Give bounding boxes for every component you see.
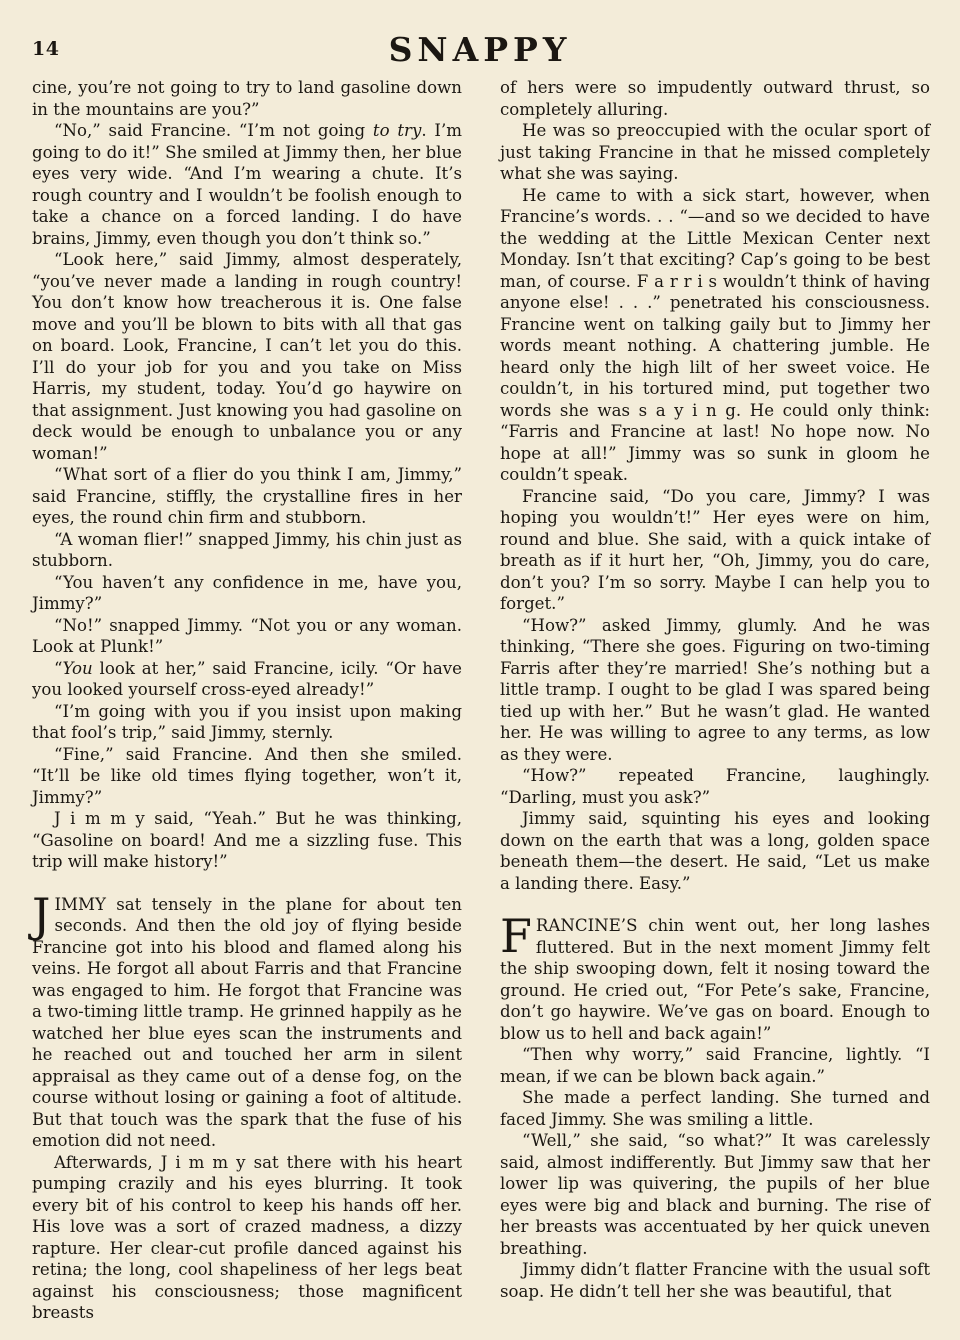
section-paragraph: JIMMY sat tensely in the plane for about ten seconds. And then the old joy of flying beside Francine got into his blood and flamed along his veins. He forgot all about Farris and that Francine was engaged to him. He forgot that Francine was a two-timing little tramp. He grinned happily as he watched her blue eyes scan the instruments and he reached out and touched her arm in silent appraisal as they came out of a dense fog, on the course without losing or gaining a foot of altitude. But that touch was the spark that the fuse of his emotion did not need. (32, 887, 462, 1150)
paragraph: of hers were so impudently outward thrust, so completely alluring. (500, 78, 930, 119)
paragraph: He came to with a sick start, however, when Francine’s words. . . “—and so we decided to have the wedding at the Little Mexican Center next Monday. Isn’t that exciting? Cap’s going to be best man, of course. F a r r i s wouldn’t think of having anyone else! . . .” penetrated his consciousness. Francine went on talking gaily but to Jimmy her words meant nothing. A chattering jumble. He heard only the high lilt of her sweet voice. He couldn’t, in his tortured mind, put together two words she was s a y i n g. He could only think: “Farris and Francine at last! No hope now. No hope at all!” Jimmy was so sunk in gloom he couldn’t speak. (500, 185, 930, 484)
paragraph: “How?” repeated Francine, laughingly. “Darling, must you ask?” (500, 766, 930, 807)
right-column (500, 77, 930, 1302)
paragraph: “I’m going with you if you insist upon making that fool’s trip,” said Jimmy, sternly. (32, 701, 462, 742)
paragraph: Francine said, “Do you care, Jimmy? I was hoping you wouldn’t!” Her eyes were on him, round and blue. She said, with a quick intake of breath as if it hurt her, “Oh, Jimmy, you do care, don’t you? I’m so sorry. Maybe I can help you to forget.” (500, 486, 930, 613)
paragraph: “A woman flier!” snapped Jimmy, his chin just as stubborn. (32, 529, 462, 570)
paragraph: “Well,” she said, “so what?” It was carelessly said, almost indifferently. But Jimmy saw that her lower lip was quivering, the pupils of her blue eyes were big and black and burning. The rise of her breasts was accentuated by her quick uneven breathing. (500, 1131, 930, 1258)
paragraph: Jimmy said, squinting his eyes and looking down on the earth that was a long, golden space beneath them—the desert. He said, “Let us make a landing there. Easy.” (500, 809, 930, 893)
paragraph: He was so preoccupied with the ocular sport of just taking Francine in that he missed completely what she was saying. (500, 121, 930, 183)
paragraph: She made a perfect landing. She turned and faced Jimmy. She was smiling a little. (500, 1088, 930, 1129)
paragraph: Afterwards, J i m m y sat there with his heart pumping crazily and his eyes blurring. It took every bit of his control to keep his hands off her. His love was a sort of crazed madness, a dizzy rapture. Her clear-cut profile danced against his retina; the long, cool shapeliness of her legs beat against his consciousness; those magnificent breasts (32, 1152, 462, 1322)
paragraph: “No,” said Francine. “I’m not going to try. I’m going to do it!” She smiled at Jimmy then, her blue eyes very wide. “And I’m wearing a chute. It’s rough country and I wouldn’t be foolish enough to take a chance on a forced landing. I do have brains, Jimmy, even though you don’t think so.” (32, 121, 462, 248)
drop-cap: J (32, 887, 51, 942)
paragraph: “What sort of a flier do you think I am, Jimmy,” said Francine, stiffly, the crystalline fires in her eyes, the round chin firm and stubborn. (32, 465, 462, 527)
paragraph: J i m m y said, “Yeah.” But he was thinking, “Gasoline on board! And me a sizzling fuse. This trip will make history!” (32, 809, 462, 871)
paragraph: cine, you’re not going to try to land gasoline down in the mountains are you?” (32, 78, 462, 119)
paragraph: “How?” asked Jimmy, glumly. And he was thinking, “There she goes. Figuring on two-timing Farris after they’re married! She’s nothing but a little tramp. I ought to be glad I was spared being tied up with her.” But he wasn’t glad. He wanted her. He was willing to agree to any terms, as low as they were. (500, 615, 930, 764)
running-head: SNAPPY (388, 30, 572, 69)
paragraph: “Look here,” said Jimmy, almost desperately, “you’ve never made a landing in rough country! You don’t know how treacherous it is. One false move and you’ll be blown to bits with all that gas on board. Look, Francine, I can’t let you do this. I’ll do your job for you and you take on Miss Harris, my student, today. You’d go haywire on that assignment. Just knowing you had gasoline on deck would be enough to unbalance you or any woman!” (32, 250, 462, 463)
paragraph: “Fine,” said Francine. And then she smiled. “It’ll be like old times flying together, won’t it, Jimmy?” (32, 744, 462, 807)
paragraph: “You look at her,” said Francine, icily. “Or have you looked yourself cross-eyed already!” (32, 658, 462, 699)
paragraph: “Then why worry,” said Francine, lightly. “I mean, if we can be blown back again.” (500, 1045, 930, 1086)
drop-cap: F (500, 909, 532, 963)
section-paragraph: FRANCINE’S chin went out, her long lashes fluttered. But in the next moment Jimmy felt the ship swooping down, felt it nosing toward the ground. He cried out, “For Pete’s sake, Francine, don’t go haywire. We’ve gas on board. Enough to blow us to hell and back again!” (500, 909, 930, 1043)
page-number: 14 (32, 38, 60, 60)
paragraph: “No!” snapped Jimmy. “Not you or any woman. Look at Plunk!” (32, 615, 462, 656)
left-column (32, 77, 462, 1324)
paragraph: “You haven’t any confidence in me, have you, Jimmy?” (32, 572, 462, 613)
paragraph: Jimmy didn’t flatter Francine with the usual soft soap. He didn’t tell her she was beautiful, that (500, 1260, 930, 1301)
